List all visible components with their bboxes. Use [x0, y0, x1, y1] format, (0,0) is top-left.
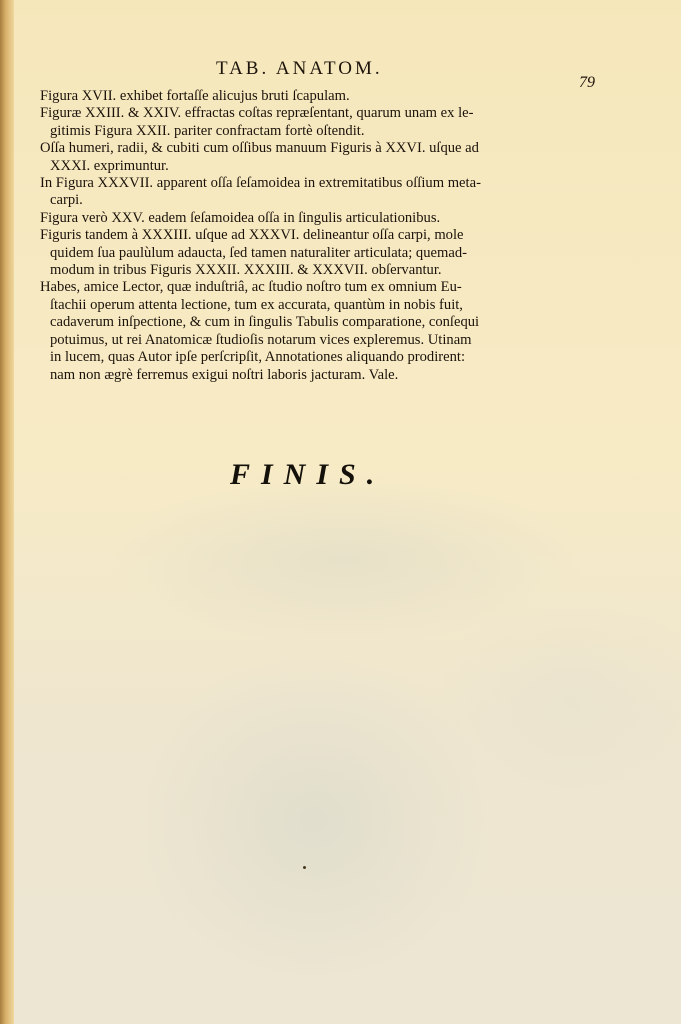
text-line: in lucem, quas Autor ipſe perſcripſit, Annotationes aliquando prodirent: [50, 349, 466, 366]
text-body [40, 88, 602, 384]
finis-heading: FINIS. [230, 458, 386, 491]
paragraph [40, 210, 602, 227]
paragraph [40, 88, 602, 105]
page-number: 79 [579, 74, 595, 91]
text-line: Figura XVII. exhibet fortaſſe alicujus bruti ſcapulam. [40, 88, 350, 104]
text-line: Habes, amice Lector, quæ induſtriâ, ac ſtudio noſtro tum ex omnium Eu- [40, 279, 462, 296]
paragraph [40, 279, 602, 383]
book-page [14, 0, 681, 1024]
running-header: TAB. ANATOM. [216, 58, 383, 79]
paragraph [40, 175, 602, 210]
text-line: gitimis Figura XXII. pariter confractam fortè oſtendit. [50, 122, 365, 139]
text-line: Figura verò XXV. eadem ſeſamoidea oſſa in ſingulis articulationibus. [40, 209, 441, 226]
text-line: Figuris tandem à XXXIII. uſque ad XXXVI. delineantur oſſa carpi, mole [40, 227, 464, 244]
paragraph [40, 140, 602, 175]
text-line: modum in tribus Figuris XXXII. XXXIII. & XXXVII. obſervantur. [50, 262, 442, 279]
text-line: In Figura XXXVII. apparent oſſa ſeſamoidea in extremitatibus oſſium meta- [40, 175, 481, 192]
text-line: ſtachii operum attenta lectione, tum ex accurata, quantùm in nobis fuit, [50, 296, 463, 313]
ink-speck [303, 866, 306, 869]
text-line: nam non ægrè ferremus exigui noſtri laboris jacturam. Vale. [50, 366, 399, 383]
text-line: cadaverum inſpectione, & cum in ſingulis Tabulis comparatione, conſequi [50, 314, 480, 331]
text-line: potuimus, ut rei Anatomicæ ſtudioſis notarum vices expleremus. Utinam [50, 331, 472, 348]
text-line: Oſſa humeri, radii, & cubiti cum oſſibus manuum Figuris à XXVI. uſque ad [40, 140, 479, 157]
text-line: quidem ſua paulùlum adaucta, ſed tamen naturaliter articulata; quemad- [50, 244, 467, 261]
text-line: XXXI. exprimuntur. [50, 157, 169, 174]
paragraph [40, 105, 602, 140]
text-line: Figuræ XXIII. & XXIV. effractas coſtas repræſentant, quarum unam ex le- [40, 105, 474, 122]
text-line: carpi. [50, 192, 83, 209]
paragraph [40, 227, 602, 279]
